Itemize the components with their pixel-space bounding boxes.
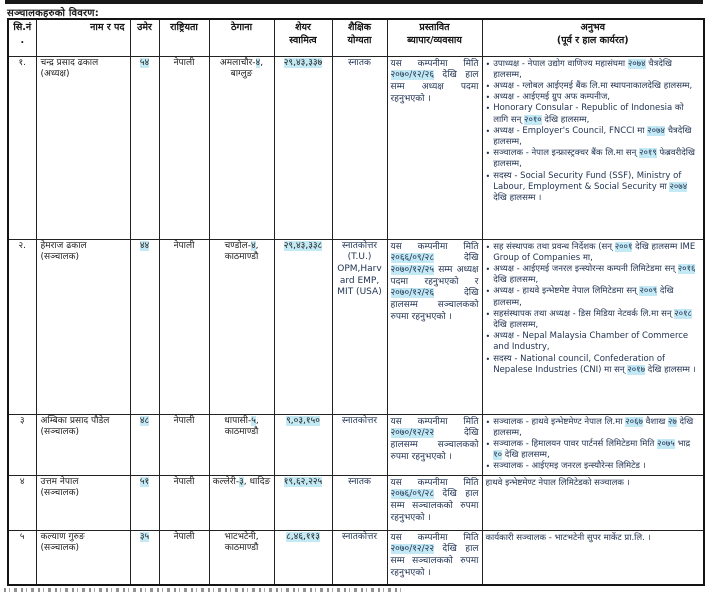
numeral-highlight: १९,६२,२२५ xyxy=(283,476,323,487)
cell-sn: १. xyxy=(8,56,36,239)
cell-sn: ३ xyxy=(8,414,36,475)
cell-shares xyxy=(274,56,332,239)
experience-text: उपाध्यक्ष - नेपाल उद्योग वाणिज्य महासंघमा २०७४ चैत्रदेखि हालसम्म, xyxy=(493,58,672,80)
experience-item xyxy=(486,286,702,308)
cell-nationality: नेपाली xyxy=(159,56,209,239)
experience-item xyxy=(486,309,702,331)
cell-name xyxy=(36,530,130,585)
director-name: हेमराज ढकाल xyxy=(40,240,87,251)
numeral-highlight: २९,४३,३३८ xyxy=(283,240,323,251)
numeral-highlight: ३ xyxy=(239,476,244,487)
director-position: (सञ्चालक) xyxy=(40,252,80,263)
bullet-icon: • xyxy=(485,242,491,252)
numeral-highlight: २०६६/०९/२८ xyxy=(390,253,435,264)
cell-sn: ५ xyxy=(8,530,36,585)
cell-name xyxy=(36,475,130,530)
directors-table xyxy=(7,18,705,586)
director-name: अम्बिका प्रसाद पौडेल xyxy=(40,415,110,426)
director-position: (सञ्चालक) xyxy=(40,427,80,438)
numeral-highlight: ४ xyxy=(250,240,256,251)
experience-text: सदस्य - National council, Confederation of Nepalese Industries (CNI) मा सन् २०१७ देखि हालसम्म । xyxy=(493,353,696,375)
cell-sn: ४ xyxy=(8,475,36,530)
cell-nationality: नेपाली xyxy=(159,239,209,414)
numeral-highlight: २०७६/०९/२८ xyxy=(390,489,435,500)
cell-experience xyxy=(482,239,704,414)
cell-nationality: नेपाली xyxy=(159,414,209,475)
experience-item xyxy=(486,59,702,81)
cell-experience xyxy=(482,530,704,585)
cell-education: स्नातक xyxy=(332,475,387,530)
cell-age xyxy=(130,414,159,475)
experience-item xyxy=(486,242,702,264)
table-row xyxy=(8,56,704,239)
cell-address: कल्लेरी-३, धादिङ xyxy=(209,475,274,530)
numeral-highlight: ५ xyxy=(251,415,256,426)
numeral-highlight: २०७५ xyxy=(657,438,675,449)
director-position: (अध्यक्ष) xyxy=(40,69,70,80)
header-cell: नाम र पद xyxy=(36,19,130,56)
header-cell: शेयर स्वामित्व xyxy=(274,19,332,56)
cell-proposed: यस कम्पनीमा मिति २०७६/०९/२८ देखि हाल सम्म सञ्चालकको रुपमा रहनुभएको । xyxy=(387,475,482,530)
cell-proposed: यस कम्पनीमा मिति २०६६/०९/२८ देखि २०७०/१२/२५ सम्म अध्यक्ष पदमा रहनुभएको र २०७०/१२/२६ देखि हालसम्म सञ्चालकको रुपमा रहनुभएको । xyxy=(387,239,482,414)
page-title: सञ्चालकहरुको विवरण: xyxy=(7,8,99,19)
bullet-icon: • xyxy=(485,332,491,342)
bullet-icon: • xyxy=(485,287,491,297)
numeral-highlight: २०६७ xyxy=(625,416,643,427)
experience-text: Honorary Consular - Republic of Indonesia को लागि सन् २०१० देखि हालसम्म, xyxy=(493,103,684,125)
experience-text: अध्यक्ष - आईएमई जनरल इन्स्योरन्स कम्पनी लिमिटेडमा सन् २०१६ देखि हालसम्म, xyxy=(493,263,696,286)
cell-address: चण्डोल-४, काठमाण्डौ xyxy=(209,239,274,414)
table-row xyxy=(8,414,704,475)
cell-shares xyxy=(274,475,332,530)
bullet-icon: • xyxy=(485,354,491,364)
director-name: कल्याण गुरुङ xyxy=(40,531,85,542)
bullet-icon: • xyxy=(485,126,491,136)
numeral-highlight: २०७०/१२/२६ xyxy=(390,70,435,81)
cell-sn: २. xyxy=(8,239,36,414)
experience-item xyxy=(486,461,702,472)
experience-item xyxy=(486,171,702,205)
cell-age xyxy=(130,239,159,414)
cell-experience xyxy=(482,414,704,475)
numeral-highlight: २७ xyxy=(668,416,677,427)
bullet-icon: • xyxy=(485,264,491,274)
numeral-highlight: ९,०३,१५० xyxy=(286,415,320,426)
numeral-highlight: २०७०/१२/२५ xyxy=(390,264,435,275)
experience-text: अध्यक्ष - Nepal Malaysia Chamber of Commerce and Industry, xyxy=(493,331,689,353)
table-row xyxy=(8,475,704,530)
cell-experience xyxy=(482,475,704,530)
cell-education: स्नातकोत्तर xyxy=(332,530,387,585)
cell-nationality: नेपाली xyxy=(159,530,209,585)
numeral-highlight: २०१९ xyxy=(639,148,657,159)
cell-name xyxy=(36,56,130,239)
experience-item: हाथवे इन्भेष्टमेण्ट नेपाल लिमिटेडको सञ्चालक । xyxy=(485,477,630,488)
numeral-highlight: २९,४३,३३७ xyxy=(283,57,323,68)
numeral-highlight: ५४ xyxy=(139,57,150,68)
header-cell: अनुभव (पूर्व र हाल कार्यरत) xyxy=(482,19,704,56)
header-cell: सि.नं. xyxy=(8,19,36,56)
experience-text: सह संस्थापक तथा प्रवन्ध निर्देशक (सन् २००१ देखि हालसम्म IME Group of Companies मा, xyxy=(493,241,696,263)
experience-item xyxy=(486,148,702,170)
experience-text: सञ्चालक - हिमालयन पावर पार्टनर्स लिमिटेडमा मिति २०७५ भाद्र १० देखि हालसम्म, xyxy=(493,438,691,461)
table-row xyxy=(8,239,704,414)
numeral-highlight: २०७४ xyxy=(647,125,665,136)
table-row xyxy=(8,530,704,585)
header-cell: ठेगाना xyxy=(209,19,274,56)
bullet-icon: • xyxy=(485,93,491,103)
experience-text: अध्यक्ष - हाथवे इन्भेष्टमेष्ट नेपाल लिमिटेडमा सन् २००९ देखि हालसम्म, xyxy=(493,286,674,308)
numeral-highlight: ४ xyxy=(255,57,261,68)
experience-item xyxy=(486,417,702,439)
cell-proposed: यस कम्पनीमा मिति २०७०/१२/२२ देखि हाल सम्म सञ्चालकको रुपमा रहनुभएको । xyxy=(387,530,482,585)
cell-education: स्नातकोत्तर (T.U.) OPM,Harvard EMP, MIT (USA) xyxy=(332,239,387,414)
bullet-icon: • xyxy=(485,59,491,69)
experience-item xyxy=(486,354,702,376)
experience-item xyxy=(486,103,702,125)
bullet-icon: • xyxy=(485,171,491,181)
experience-item xyxy=(486,81,702,92)
experience-item xyxy=(486,264,702,286)
numeral-highlight: २००९ xyxy=(639,286,658,297)
numeral-highlight: २०७०/१२/२६ xyxy=(390,288,435,299)
cell-shares xyxy=(274,414,332,475)
cell-nationality: नेपाली xyxy=(159,475,209,530)
numeral-highlight: २०७०/१२/२२ xyxy=(390,428,435,439)
numeral-highlight: २०१७ xyxy=(627,364,645,375)
experience-item xyxy=(486,92,702,103)
table-body xyxy=(8,56,704,585)
cell-age xyxy=(130,475,159,530)
bullet-icon: • xyxy=(485,104,491,114)
bullet-icon: • xyxy=(485,309,491,319)
experience-item xyxy=(486,439,702,461)
header-cell: उमेर xyxy=(130,19,159,56)
experience-text: अध्यक्ष - Employer's Council, FNCCI मा २०७४ चैत्रदेखि हालसम्म, xyxy=(493,125,692,148)
cell-name xyxy=(36,239,130,414)
cell-address: धापासी-५, काठमाण्डौ xyxy=(209,414,274,475)
table-header-row xyxy=(8,19,704,56)
cell-proposed: यस कम्पनीमा मिति २०७०/१२/२२ देखि हालसम्म सञ्चालकको रुपमा रहनुभएको । xyxy=(387,414,482,475)
numeral-highlight: ५१ xyxy=(139,476,150,487)
director-position: (सञ्चालक) xyxy=(40,488,80,499)
cell-name xyxy=(36,414,130,475)
experience-item xyxy=(486,331,702,353)
cell-proposed: यस कम्पनीमा मिति २०७०/१२/२६ देखि हाल सम्म अध्यक्ष पदमा रहनुभएको । xyxy=(387,56,482,239)
bullet-icon: • xyxy=(485,439,491,449)
numeral-highlight: ३५ xyxy=(139,531,150,542)
director-position: (सञ्चालक) xyxy=(40,543,80,554)
cell-shares xyxy=(274,239,332,414)
experience-item: कार्यकारी सञ्चालक - भाटभटेनी सुपर मार्केट प्रा.लि. । xyxy=(485,532,651,543)
bullet-icon: • xyxy=(485,81,491,91)
experience-text: सञ्चालक - आईएमइ जनरल इन्स्यौरेन्स लिमिटेड । xyxy=(493,461,646,472)
numeral-highlight: २०७०/१२/२२ xyxy=(390,544,435,555)
cell-address: भाटभटेनी, काठमाण्डौ xyxy=(209,530,274,585)
experience-text: सदस्य - Social Security Fund (SSF), Ministry of Labour, Employment & Social Security मा २०७४ देखि हालसम्म । xyxy=(493,170,688,204)
cell-age xyxy=(130,56,159,239)
numeral-highlight: २००१ xyxy=(614,241,633,252)
cutoff-footnote-line xyxy=(4,588,402,592)
experience-text: सञ्चालक - हाथवे इन्भेष्टमेण्ट नेपाल लि.मा २०६७ वैशाख २७ देखि हालसम्म, xyxy=(493,416,694,438)
director-name: उत्तम नेपाल xyxy=(40,476,79,487)
cell-shares xyxy=(274,530,332,585)
header-cell: प्रस्तावित ब्यापार/व्यवसाय xyxy=(387,19,482,56)
numeral-highlight: १० xyxy=(493,450,503,461)
numeral-highlight: ८,४६,११३ xyxy=(286,531,320,542)
numeral-highlight: २०७४ xyxy=(627,58,646,69)
cell-education: स्नातकोत्तर xyxy=(332,414,387,475)
numeral-highlight: २०१६ xyxy=(677,263,696,274)
cell-age xyxy=(130,530,159,585)
experience-item xyxy=(486,126,702,148)
cell-address: अमलाचौर-४, बाग्लुङ xyxy=(209,56,274,239)
bullet-icon: • xyxy=(485,462,491,472)
top-cutoff-bar xyxy=(5,0,703,4)
header-cell: राष्ट्रियता xyxy=(159,19,209,56)
bullet-icon: • xyxy=(485,149,491,159)
experience-text: सहसंस्थापक तथा अध्यक्ष - डिस मिडिया नेटवर्क लि.मा सन् २०१८ देखि हालसम्म, xyxy=(493,308,692,331)
numeral-highlight: २०१० xyxy=(524,114,542,125)
numeral-highlight: २०७४ xyxy=(669,181,688,192)
experience-text: अध्यक्ष - आईएमई ग्रुप अफ कम्पनीज, xyxy=(493,92,610,103)
experience-text: सञ्चालक - नेपाल इन्फ्रास्ट्रक्चर बैंक लि.मा सन् २०१९ फेब्रवरीदेखि हालसम्म, xyxy=(493,148,695,170)
bullet-icon: • xyxy=(485,417,491,427)
numeral-highlight: ४४ xyxy=(139,240,150,251)
header-cell: शैक्षिक योग्यता xyxy=(332,19,387,56)
cell-education: स्नातक xyxy=(332,56,387,239)
director-name: चन्द्र प्रसाद ढकाल xyxy=(40,57,99,68)
numeral-highlight: २०१८ xyxy=(674,308,692,319)
numeral-highlight: ४८ xyxy=(139,415,150,426)
experience-text: अध्यक्ष - ग्लोबल आईएमई बैंक लि.मा स्थापनाकालदेखि हालसम्म, xyxy=(493,80,693,91)
cell-experience xyxy=(482,56,704,239)
